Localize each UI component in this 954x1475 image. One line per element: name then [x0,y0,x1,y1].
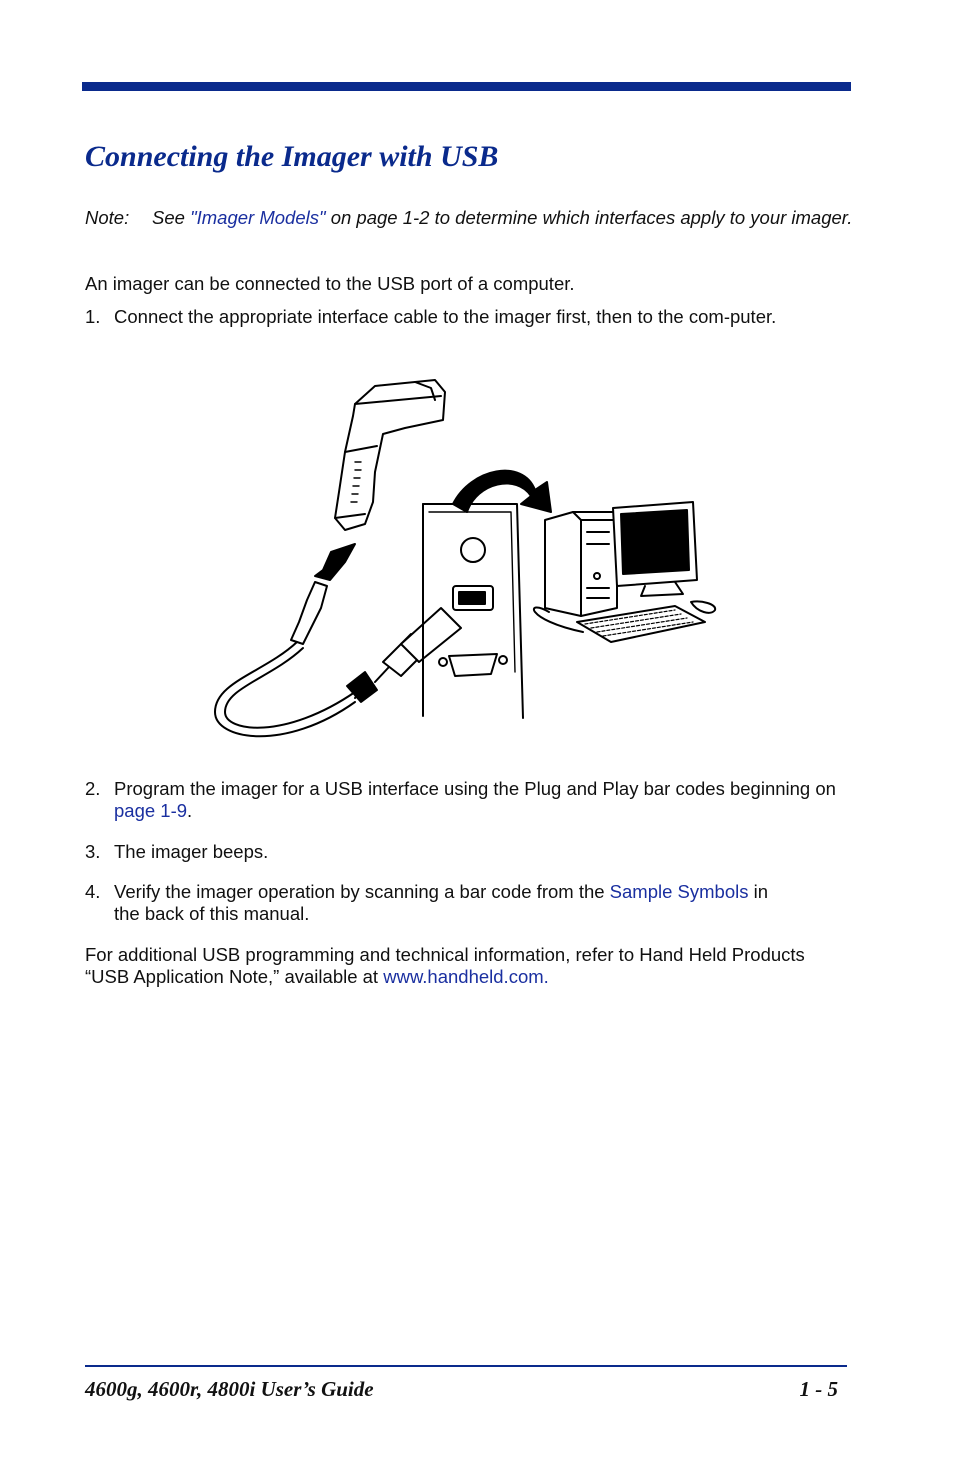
closing-pre: For additional USB programming and technical information, refer to Hand Held Products “USB Application Note,” available at [85,944,805,987]
step-number: 1. [85,306,101,327]
step-2-pre: Program the imager for a USB interface using the Plug and Play bar codes beginning on [114,778,836,799]
step-text [114,881,794,925]
note-block [85,207,855,229]
step-4-post: in the back of this manual. [114,881,769,924]
step-1 [85,306,855,328]
step-text: The imager beeps. [114,841,269,862]
step-number: 2. [85,778,101,799]
header-rule [82,82,851,91]
cable-icon [215,582,461,736]
page-title: Connecting the Imager with USB [85,140,499,173]
handheld-website-link[interactable]: www.handheld.com. [383,966,549,987]
step-number: 3. [85,841,101,862]
step-4 [85,881,855,925]
usb-connection-illustration [205,372,725,752]
computer-tower-icon [545,512,617,616]
step-2-post: . [187,800,193,821]
note-post: on page 1-2 to determine which interfaces apply to your imager. [325,207,853,228]
note-pre: See [152,207,191,228]
note-label: Note: [85,207,130,228]
intro-paragraph: An imager can be connected to the USB port of a computer. [85,273,575,294]
footer-guide-title: 4600g, 4600r, 4800i User’s Guide [85,1377,374,1401]
step-2 [85,778,855,822]
step-text: Connect the appropriate interface cable to the imager first, then to the com-puter. [114,306,777,327]
note-text [152,207,855,229]
page-1-9-link[interactable]: page 1-9 [114,800,188,821]
closing-paragraph [85,944,845,988]
step-text [114,778,849,822]
monitor-icon [613,502,697,596]
step-4-pre: Verify the imager operation by scanning a bar code from the [114,881,610,902]
footer-rule [85,1365,847,1367]
arrow-up-icon [315,544,355,580]
footer-page-number: 1 - 5 [799,1377,838,1401]
curved-arrow-icon [453,471,551,512]
scanner-icon [335,380,445,530]
step-number: 4. [85,881,101,902]
imager-models-link[interactable]: "Imager Models" [190,207,326,228]
step-3 [85,841,855,863]
sample-symbols-link[interactable]: Sample Symbols [609,881,749,902]
